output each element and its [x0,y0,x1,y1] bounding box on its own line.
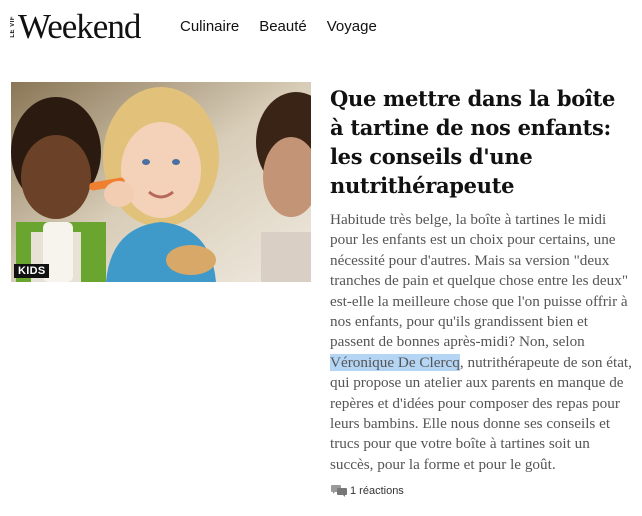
article-image[interactable] [11,82,311,282]
reactions-count: 1 réactions [350,485,404,498]
category-badge[interactable]: KIDS [14,264,49,278]
summary-text-end: , nutrithérapeute de son état, qui propose un atelier aux parents en manque de repères et d'idées pour composer des repas pour leurs bambins. Elle nous donne ses conseils et trucs pour que votre boîte à tartines soit un succès, pour la forme et pour le goût. [330,353,632,473]
main-nav [180,18,377,35]
nav-item-voyage[interactable]: Voyage [326,18,377,35]
reactions-link[interactable] [330,484,635,498]
site-logo[interactable] [10,4,140,44]
article-teaser [330,84,635,498]
article-summary [330,210,635,475]
site-header [0,0,642,50]
article-title[interactable]: Que mettre dans la boîte à tartine de nos enfants: les conseils d'une nutrithérapeute [330,86,616,198]
nav-item-beaute[interactable]: Beauté [259,18,307,35]
children-eating-illustration [11,82,311,282]
highlighted-name: Véronique De Clercq [330,353,460,371]
nav-item-culinaire[interactable]: Culinaire [180,18,240,35]
logo-main-text: Weekend [18,7,141,46]
speech-bubble-icon [330,484,348,498]
summary-text-start: Habitude très belge, la boîte à tartines le midi pour les enfants est un choix pour certains, une nécessité pour d'autres. Mais sa version "deux tranches de pain et quelque chose entre les deux" est-elle la meilleure chose que l'on puisse offrir à nos enfants, pour qu'ils grandissent bien et passent de bonnes après-midi? Non, selon [330,211,629,351]
logo-small-text: LE VIF [10,16,16,38]
